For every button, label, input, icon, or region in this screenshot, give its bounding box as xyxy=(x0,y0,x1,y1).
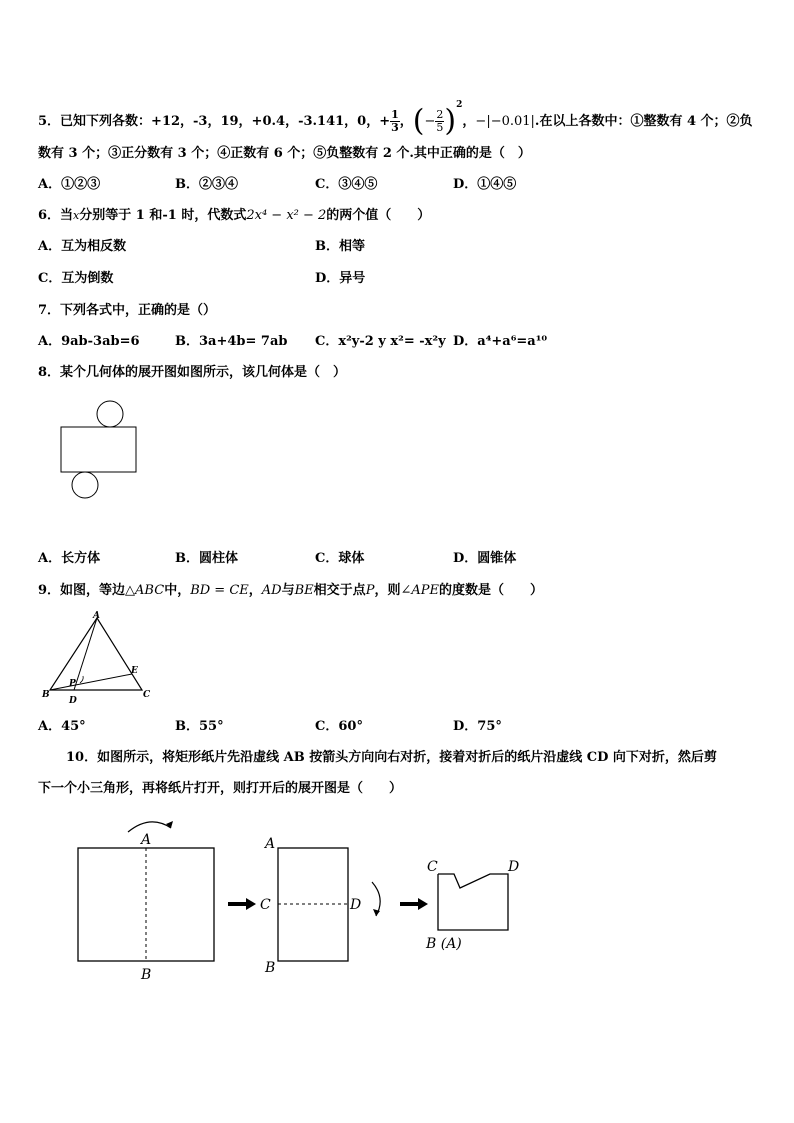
q9-option-d[interactable]: D．75° xyxy=(453,719,502,734)
q5-paren-sign: − xyxy=(424,114,436,129)
q5-option-d[interactable]: D．①④⑤ xyxy=(453,177,517,192)
q9-mid2: ， xyxy=(248,583,262,598)
q9-option-b[interactable]: B．55° xyxy=(175,719,224,734)
q5-option-b[interactable]: B．②③④ xyxy=(175,177,238,192)
q9-label-e: E xyxy=(131,666,138,676)
q7-option-d[interactable]: D．a⁴+a⁶=a¹⁰ xyxy=(453,334,548,349)
q9-be: BE xyxy=(294,583,314,598)
q8-top-circle xyxy=(97,401,123,427)
q9-triangle: △ABC xyxy=(125,583,165,598)
q10-panel2-label-a: A xyxy=(265,836,276,852)
q9-label-c: C xyxy=(143,690,151,700)
q8-cylinder-net-figure xyxy=(55,398,145,502)
q9-angle: ∠APE xyxy=(400,583,439,598)
q5-fraction xyxy=(390,109,400,134)
q7-option-b[interactable]: B．3a+4b= 7ab xyxy=(175,334,288,349)
q9-p: P xyxy=(365,583,375,598)
q9-segment-be xyxy=(50,674,132,690)
q10-panel2-label-b: B xyxy=(265,960,276,976)
q9-mid1: 中， xyxy=(164,583,191,598)
q10-line2: 下一个小三角形，再将纸片打开，则打开后的展开图是（ ） xyxy=(38,781,403,796)
q5-option-a[interactable]: A．①②③ xyxy=(38,177,101,192)
q8-option-a[interactable]: A．长方体 xyxy=(38,551,101,566)
q10-panel2-label-c: C xyxy=(260,897,271,913)
q9-option-a[interactable]: A．45° xyxy=(38,719,86,734)
q5-abs: −|−0.01| xyxy=(475,114,535,129)
q7-option-c[interactable]: C．x²y-2 y x²= -x²y xyxy=(315,334,446,349)
q9-ad: AD xyxy=(261,583,282,598)
q10-folding-figure xyxy=(70,808,540,988)
q5-text-b: .在以上各数中：①整数有 4 个；②负 xyxy=(534,114,753,129)
q9-stem xyxy=(38,582,543,600)
q9-label-d: D xyxy=(69,696,77,706)
q9-triangle-abc xyxy=(50,618,142,690)
q5-comma2: ， xyxy=(462,114,476,129)
q6-stem xyxy=(38,207,430,225)
q10-panel3-shape xyxy=(438,874,508,930)
q9-mid3: 与 xyxy=(281,583,295,598)
q6-option-b[interactable]: B．相等 xyxy=(315,239,365,254)
q8-option-b[interactable]: B．圆柱体 xyxy=(175,551,238,566)
q9-angle-arc xyxy=(80,676,83,683)
q10-arrow2-head xyxy=(418,898,428,910)
q8-rectangle xyxy=(61,427,136,472)
q9-eq: BD = CE xyxy=(190,583,249,598)
q6-option-a[interactable]: A．互为相反数 xyxy=(38,239,127,254)
q8-bottom-circle xyxy=(72,472,98,498)
q5-line2: 数有 3 个；③正分数有 3 个；④正数有 6 个；⑤负整数有 2 个.其中正确的是（ ） xyxy=(38,146,531,161)
q5-paren-num: 2 xyxy=(436,108,444,121)
q9-mid4: 相交于点 xyxy=(313,583,366,598)
q9-segment-ad xyxy=(74,618,97,690)
q7-option-a[interactable]: A．9ab-3ab=6 xyxy=(38,334,140,349)
q6-expr: 2x⁴ − x² − 2 xyxy=(246,208,327,223)
q5-paren-den: 5 xyxy=(436,121,444,134)
q5-paren-close: ) xyxy=(444,103,457,139)
q8-option-d[interactable]: D．圆锥体 xyxy=(453,551,517,566)
q6-var: x xyxy=(73,209,80,222)
q6-option-d[interactable]: D．异号 xyxy=(315,271,366,286)
q10-panel2-rect xyxy=(278,848,348,961)
q10-panel3-label-ba: B (A) xyxy=(426,936,462,952)
q9-option-c[interactable]: C．60° xyxy=(315,719,363,734)
q5-comma1: ， xyxy=(399,114,413,129)
q5-text-a: 5．已知下列各数：+12，-3，19，+0.4，-3.141，0，+ xyxy=(38,114,391,129)
q5-line1 xyxy=(38,96,753,139)
q6-option-c[interactable]: C．互为倒数 xyxy=(38,271,114,286)
q10-panel3-label-d: D xyxy=(508,859,520,875)
q5-frac-num: 1 xyxy=(391,108,399,121)
q10-panel1-fold-arrow xyxy=(128,822,171,832)
q8-option-c[interactable]: C．球体 xyxy=(315,551,365,566)
q10-panel1-label-b: B xyxy=(141,967,152,983)
q9-mid5: ，则 xyxy=(374,583,401,598)
q6-post: 的两个值（ ） xyxy=(326,208,431,223)
q10-panel2-label-d: D xyxy=(350,897,362,913)
q6-mid: 分别等于 1 和-1 时，代数式 xyxy=(79,208,247,223)
q5-option-c[interactable]: C．③④⑤ xyxy=(315,177,378,192)
q9-triangle-figure xyxy=(40,610,152,706)
q5-paren-open: ( xyxy=(412,103,425,139)
q5-frac-den: 3 xyxy=(391,121,399,134)
q9-label-p: P xyxy=(69,679,76,689)
q9-post: 的度数是（ ） xyxy=(438,583,543,598)
q9-pre: 9．如图，等边 xyxy=(38,583,126,598)
q8-stem: 8．某个几何体的展开图如图所示，该几何体是（ ） xyxy=(38,365,347,380)
q9-label-b: B xyxy=(42,690,50,700)
q10-panel3-label-c: C xyxy=(427,859,438,875)
q5-exponent: 2 xyxy=(456,100,463,110)
q10-line1: 10．如图所示，将矩形纸片先沿虚线 AB 按箭头方向向右对折，接着对折后的纸片沿虚线 CD 向下对折，然后剪 xyxy=(66,750,717,765)
q10-arrow1-head xyxy=(246,898,256,910)
q6-pre: 6．当 xyxy=(38,208,74,223)
q7-stem: 7．下列各式中，正确的是（） xyxy=(38,303,217,318)
q9-label-a: A xyxy=(93,611,100,621)
q10-panel1-label-a: A xyxy=(141,832,152,848)
